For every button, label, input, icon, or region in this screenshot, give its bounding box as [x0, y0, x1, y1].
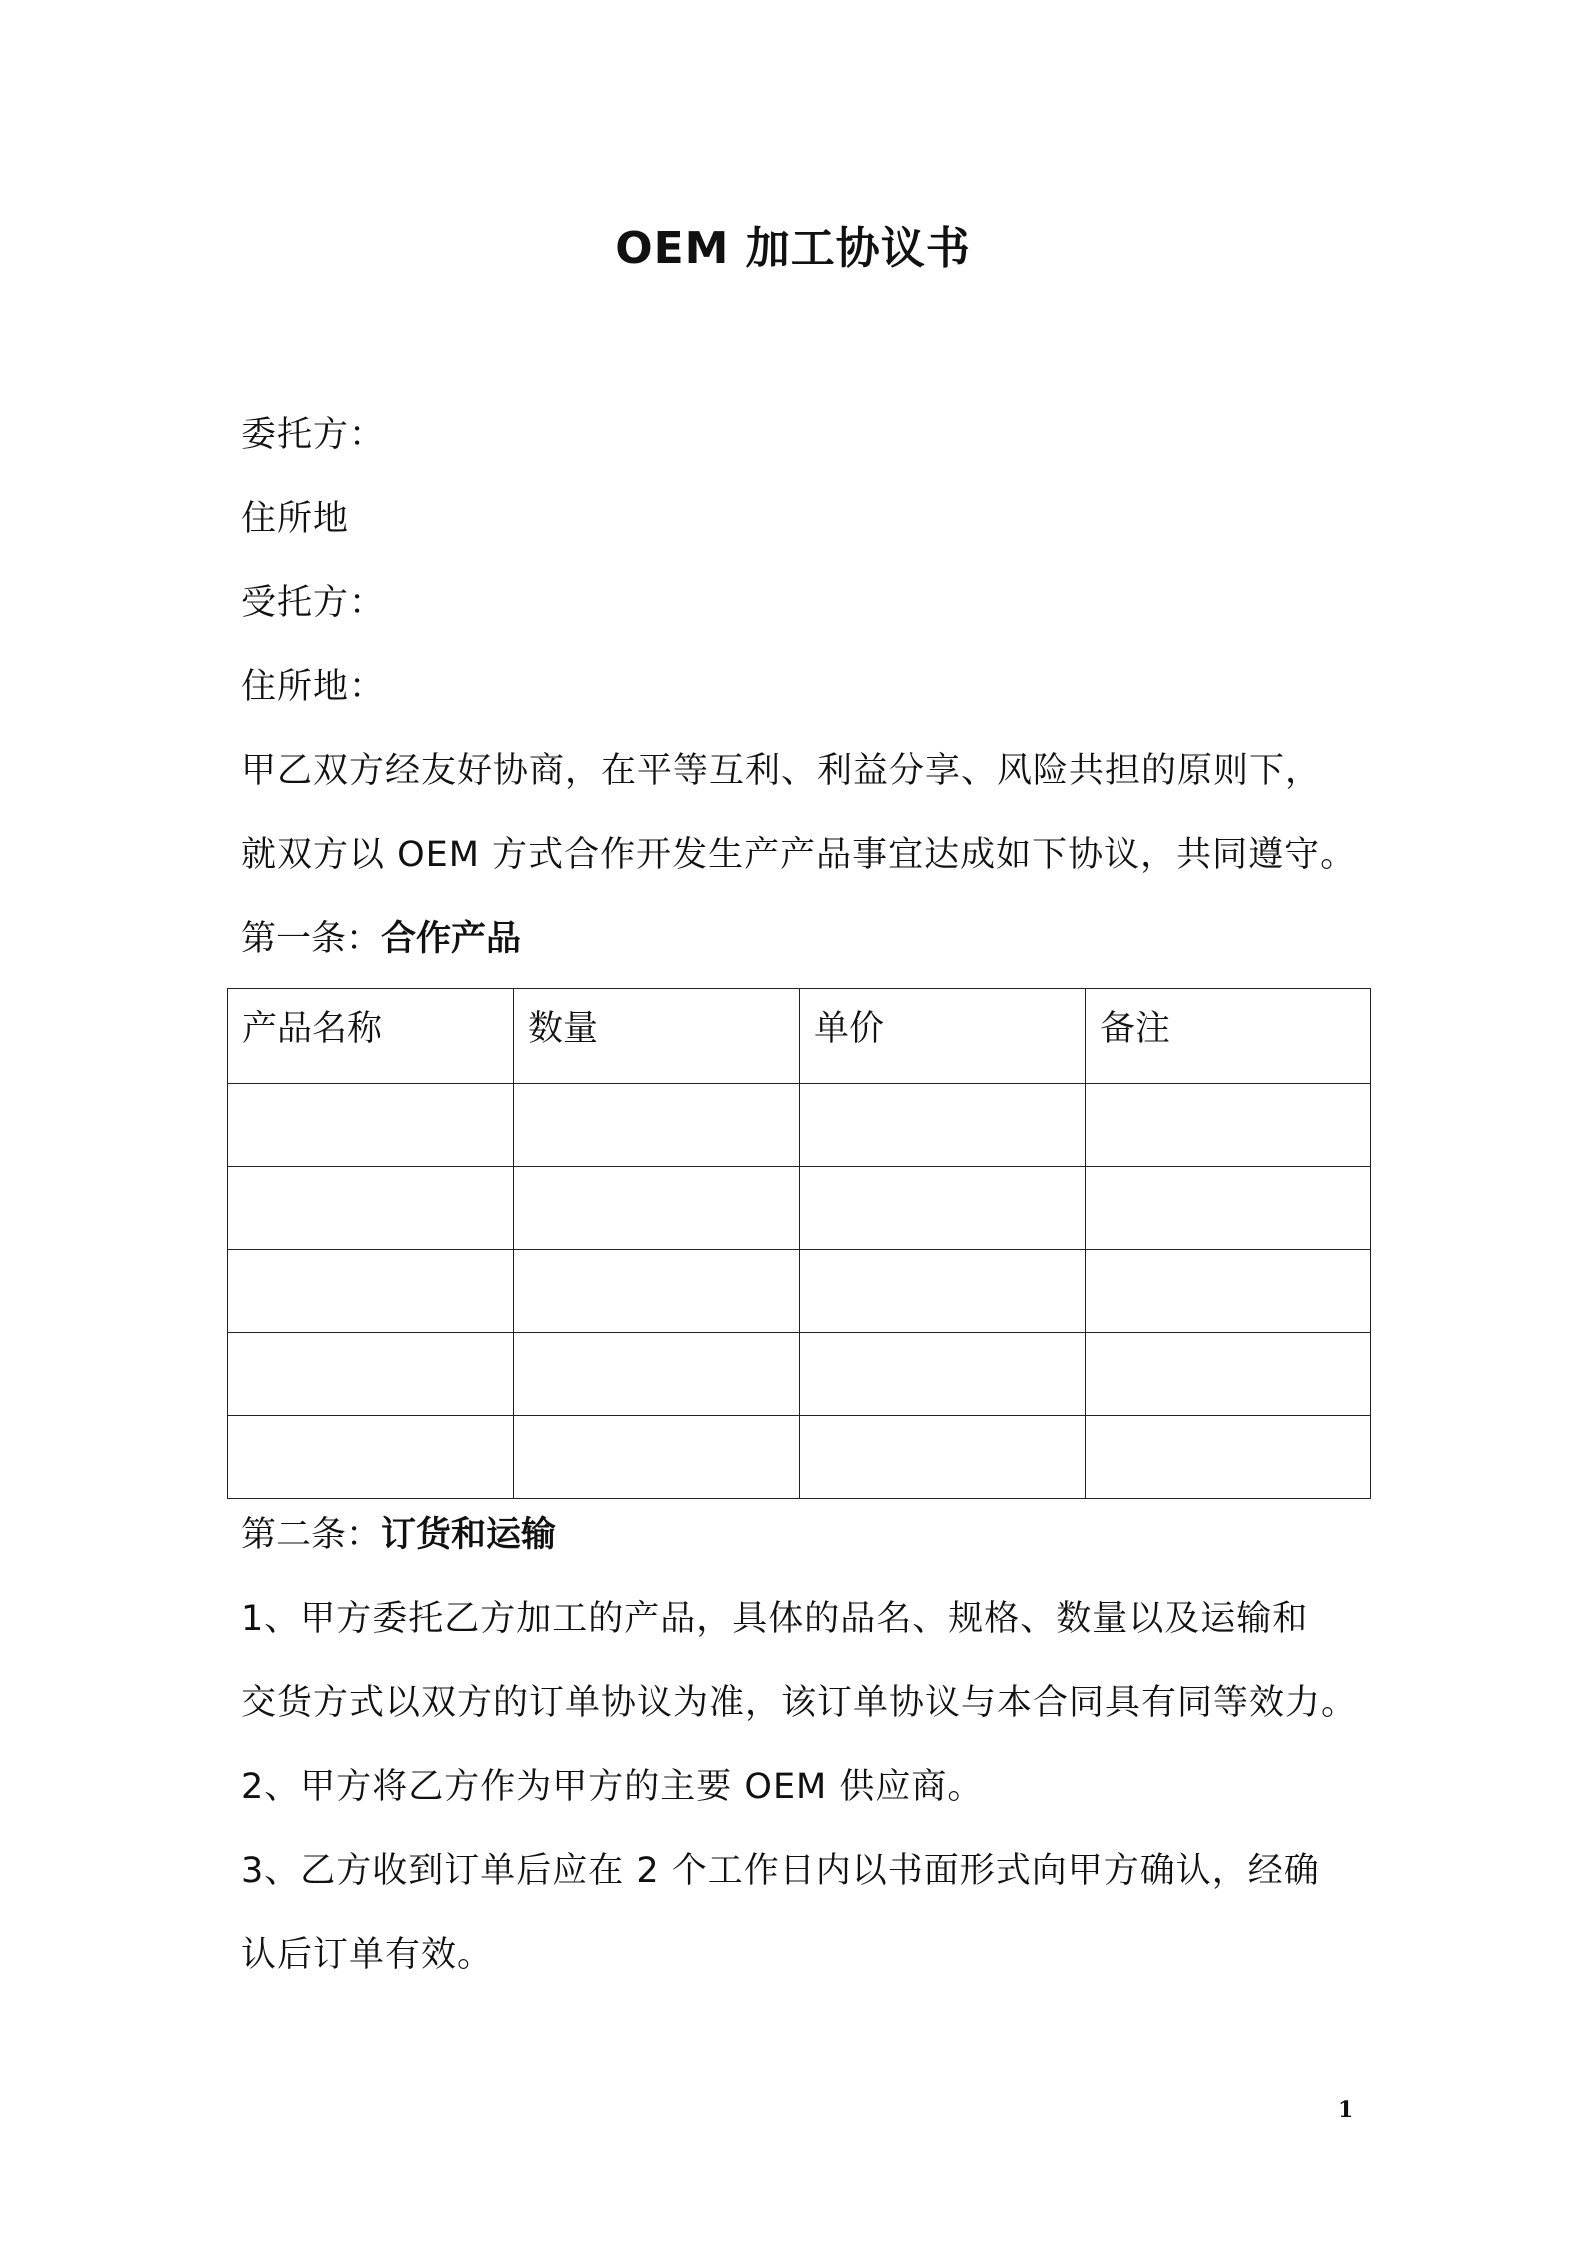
table-cell — [1086, 1333, 1371, 1416]
article-2-heading — [241, 1510, 556, 1560]
table-cell — [514, 1333, 800, 1416]
header-unit-price: 单价 — [800, 989, 1086, 1084]
article-2-number: 第二条： — [241, 1515, 382, 1555]
table-cell — [800, 1250, 1086, 1333]
table-cell — [800, 1084, 1086, 1167]
agent-address-label: 住所地： — [241, 667, 386, 707]
table-cell — [228, 1333, 514, 1416]
article-2-title: 订货和运输 — [381, 1515, 557, 1555]
table-cell — [228, 1250, 514, 1333]
table-cell — [1086, 1084, 1371, 1167]
page-number: 1 — [1338, 2097, 1354, 2123]
article-1-title: 合作产品 — [381, 919, 522, 959]
table-row — [228, 1250, 1371, 1333]
table-row — [228, 1333, 1371, 1416]
table-cell — [800, 1333, 1086, 1416]
header-remarks: 备注 — [1086, 989, 1371, 1084]
table-cell — [514, 1250, 800, 1333]
table-cell — [1086, 1250, 1371, 1333]
principal-address-label: 住所地 — [241, 499, 350, 539]
article-2-clause-line: 交货方式以双方的订单协议为准，该订单协议与本合同具有同等效力。 — [241, 1683, 1358, 1723]
table-row — [228, 1084, 1371, 1167]
table-cell — [228, 1416, 514, 1499]
preamble-line-1: 甲乙双方经友好协商，在平等互利、利益分享、风险共担的原则下， — [241, 751, 1322, 791]
document-title: OEM 加工协议书 — [615, 223, 971, 274]
article-2-clause-line: 3、乙方收到订单后应在 2 个工作日内以书面形式向甲方确认，经确 — [241, 1851, 1320, 1891]
agent-label: 受托方： — [241, 583, 386, 623]
principal-label: 委托方： — [241, 415, 386, 455]
header-quantity: 数量 — [514, 989, 800, 1084]
table-cell — [1086, 1416, 1371, 1499]
table-cell — [514, 1167, 800, 1250]
table-cell — [228, 1167, 514, 1250]
article-2-clause-line: 认后订单有效。 — [241, 1935, 494, 1975]
preamble-line-2: 就双方以 OEM 方式合作开发生产产品事宜达成如下协议，共同遵守。 — [241, 835, 1357, 875]
article-1-number: 第一条： — [241, 919, 382, 959]
product-table-header-row — [228, 989, 1371, 1084]
table-row — [228, 1416, 1371, 1499]
table-cell — [800, 1416, 1086, 1499]
product-table — [227, 988, 1371, 1499]
article-2-clause-line: 1、甲方委托乙方加工的产品，具体的品名、规格、数量以及运输和 — [241, 1599, 1309, 1639]
header-product-name: 产品名称 — [228, 989, 514, 1084]
table-row — [228, 1167, 1371, 1250]
article-1-heading — [241, 914, 521, 964]
table-cell — [228, 1084, 514, 1167]
table-cell — [800, 1167, 1086, 1250]
table-cell — [1086, 1167, 1371, 1250]
article-2-clause-line: 2、甲方将乙方作为甲方的主要 OEM 供应商。 — [241, 1767, 984, 1807]
table-cell — [514, 1416, 800, 1499]
table-cell — [514, 1084, 800, 1167]
